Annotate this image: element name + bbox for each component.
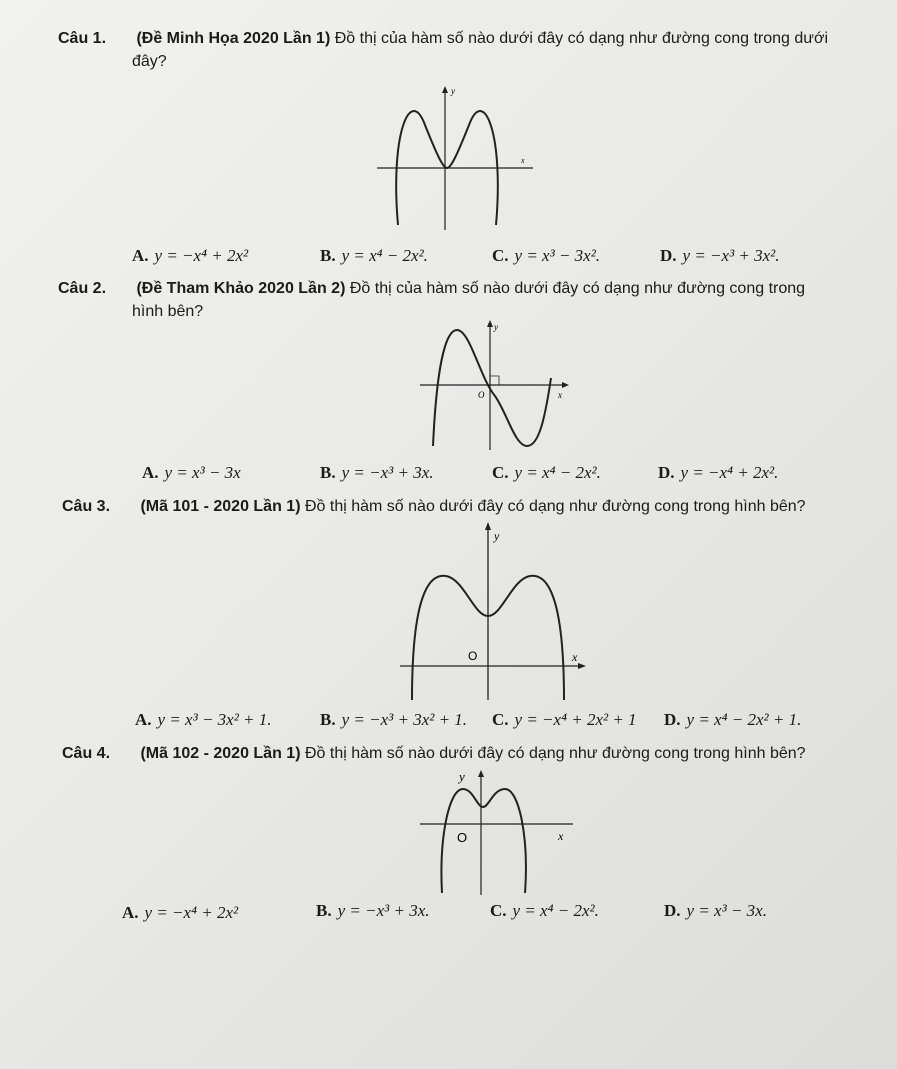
origin-label: O	[457, 830, 468, 845]
question-number: Câu 1.	[58, 30, 107, 47]
x-axis-arrow-icon	[578, 663, 586, 669]
y-axis-label: y	[494, 529, 500, 543]
x-axis-label: x	[558, 390, 562, 400]
question-1	[58, 28, 858, 50]
origin-label: O	[468, 649, 478, 663]
option-c: C. y = x³ − 3x².	[492, 246, 601, 265]
question-source: (Mã 101 - 2020 Lần 1)	[140, 498, 301, 515]
question-text: Đồ thị của hàm số nào dưới đây có dạng như đường cong trong dưới	[334, 30, 829, 47]
y-axis-arrow-icon	[487, 320, 493, 327]
option-c: C. y = x⁴ − 2x².	[492, 463, 601, 482]
y-axis-arrow-icon	[478, 770, 484, 777]
option-d: D. y = −x⁴ + 2x².	[658, 463, 779, 482]
y-axis-arrow-icon	[485, 522, 491, 530]
question-text-continued: hình bên?	[132, 303, 204, 320]
function-curve	[441, 789, 525, 893]
option-a: A. y = −x⁴ + 2x²	[132, 246, 249, 265]
option-a: A. y = x³ − 3x	[142, 463, 241, 482]
graph-question-3	[398, 518, 598, 703]
question-source: (Đề Tham Khảo 2020 Lần 2)	[136, 280, 346, 297]
option-b: B. y = −x³ + 3x.	[320, 463, 434, 482]
question-source: (Mã 102 - 2020 Lần 1)	[140, 745, 301, 762]
option-a: A. y = x³ − 3x² + 1.	[135, 710, 272, 729]
question-number: Câu 2.	[58, 280, 107, 297]
option-d: D. y = −x³ + 3x².	[660, 246, 780, 265]
origin-label: O	[478, 390, 485, 400]
y-axis-label: y	[451, 86, 455, 96]
option-d: D. y = x⁴ − 2x² + 1.	[664, 710, 802, 729]
option-a: A. y = −x⁴ + 2x²	[122, 903, 239, 922]
x-axis-label: x	[572, 650, 578, 664]
question-text: Đồ thị của hàm số nào dưới đây có dạng như đường cong trong	[349, 280, 806, 297]
question-text: Đồ thị hàm số nào dưới đây có dạng như đường cong trong hình bên?	[304, 745, 806, 762]
option-b: B. y = −x³ + 3x² + 1.	[320, 710, 468, 729]
y-axis-label: y	[459, 769, 465, 784]
function-curve	[433, 330, 551, 446]
graph-question-2	[415, 318, 575, 453]
option-b: B. y = x⁴ − 2x².	[320, 246, 428, 265]
graph-question-4	[415, 767, 580, 897]
question-3	[62, 496, 882, 518]
question-text: Đồ thị hàm số nào dưới đây có dạng như đường cong trong hình bên?	[304, 498, 806, 515]
question-number: Câu 3.	[62, 498, 111, 515]
question-4	[62, 743, 882, 765]
question-text-continued: đây?	[132, 53, 167, 70]
x-axis-arrow-icon	[562, 382, 569, 388]
option-b: B. y = −x³ + 3x.	[316, 901, 430, 920]
option-d: D. y = x³ − 3x.	[664, 901, 767, 920]
option-c: C. y = −x⁴ + 2x² + 1	[492, 710, 637, 729]
question-number: Câu 4.	[62, 745, 111, 762]
right-angle-marker	[490, 376, 499, 385]
option-c: C. y = x⁴ − 2x².	[490, 901, 599, 920]
graph-question-1	[365, 85, 540, 235]
question-source: (Đề Minh Họa 2020 Lần 1)	[136, 30, 331, 47]
question-2	[58, 278, 878, 300]
x-axis-label: x	[521, 156, 525, 165]
y-axis-label: y	[494, 322, 498, 332]
x-axis-label: x	[558, 829, 564, 843]
y-axis-arrow-icon	[442, 86, 448, 93]
